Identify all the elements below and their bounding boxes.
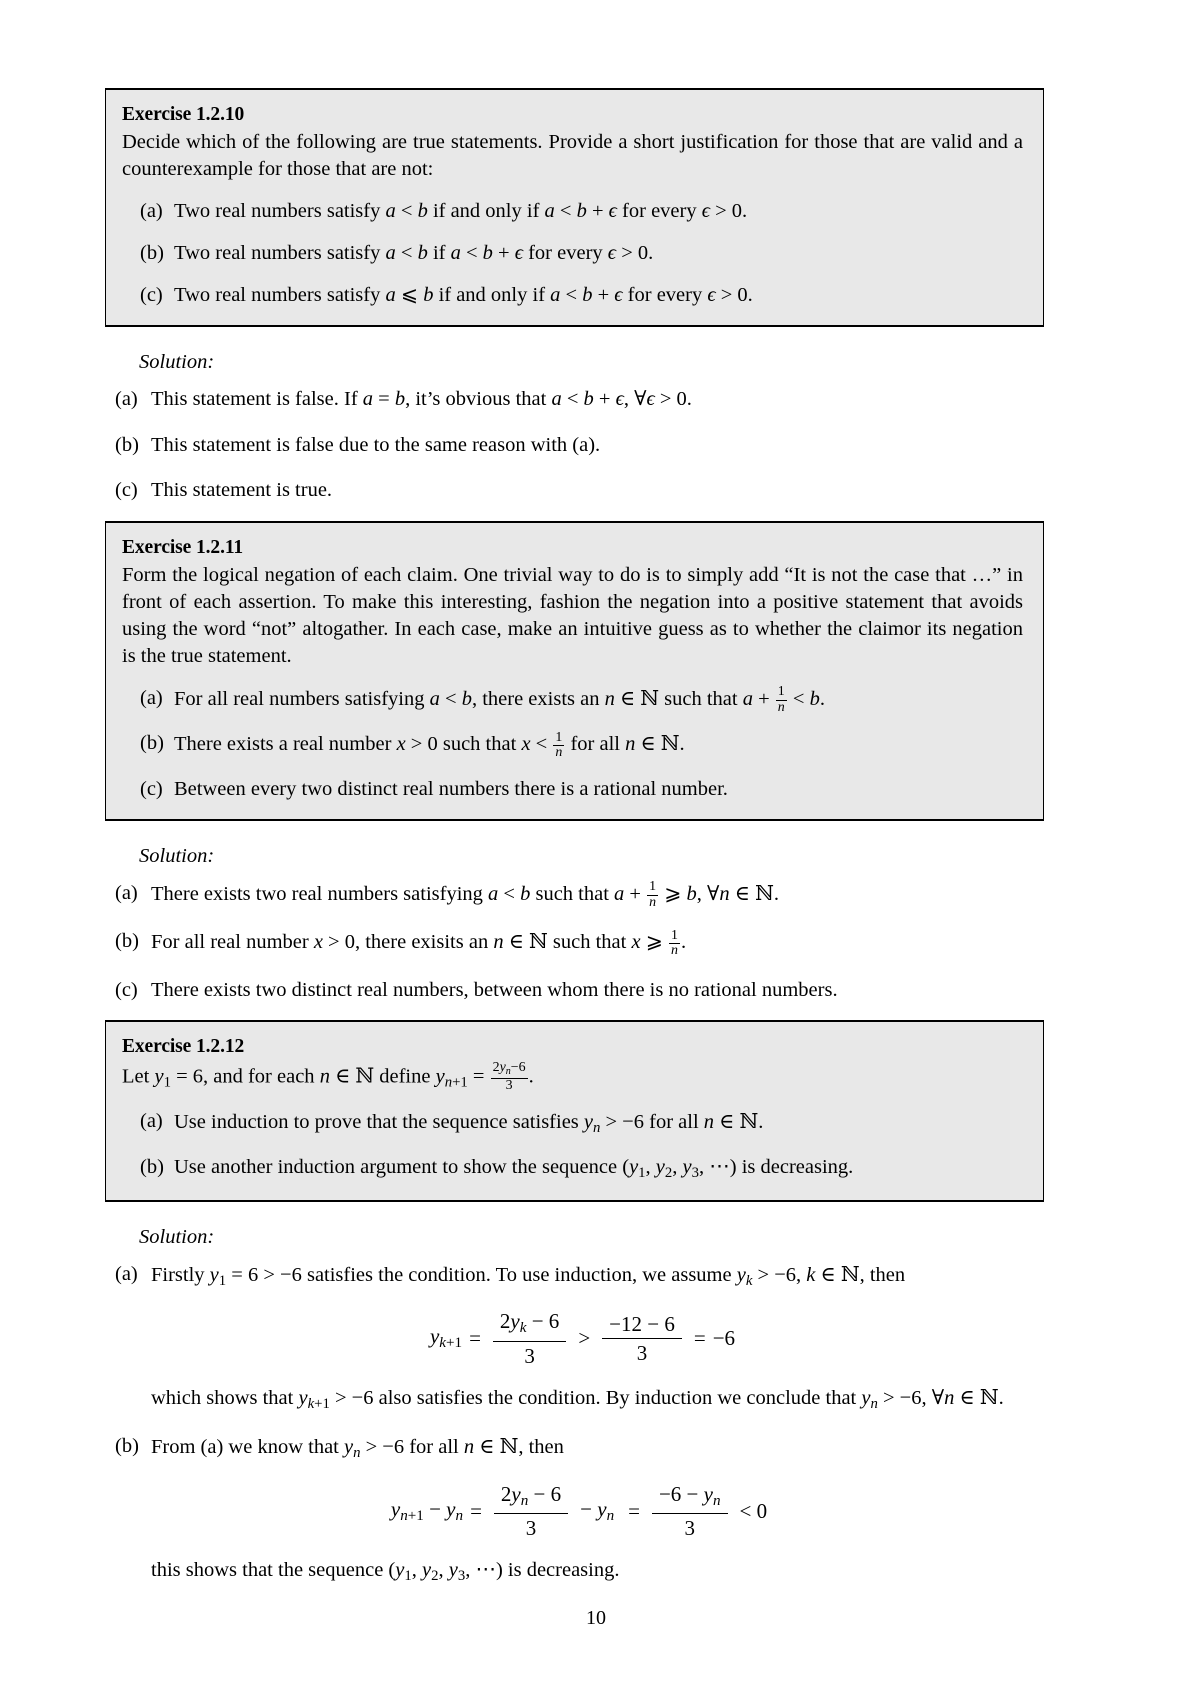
- exercise-intro: Decide which of the following are true statements. Provide a short justification for those that are valid and a counterexample for those that are not:: [122, 131, 1023, 181]
- list-item: [115, 977, 1014, 1004]
- list-item: [122, 776, 1023, 803]
- list-item: [122, 1154, 1023, 1184]
- item-marker: (b): [140, 732, 164, 755]
- item-marker: (a): [115, 388, 138, 411]
- item-marker: (c): [140, 284, 163, 307]
- fraction-denominator: 3: [602, 1338, 682, 1366]
- solution-b-continuation: this shows that the sequence ($y_1$, $y_2$, $y_3$, ⋯) is decreasing.: [151, 1558, 620, 1585]
- item-text: This statement is false due to the same reason with (a).: [151, 433, 601, 456]
- list-item: [115, 386, 1014, 413]
- solution-block-1-2-10: [105, 345, 1044, 504]
- exercise-item-list: [122, 685, 1023, 803]
- item-text: Use another induction argument to show the sequence ($y_1$, $y_2$, $y_3$, ⋯) is decreasing.: [174, 1155, 854, 1182]
- item-marker: (b): [115, 433, 139, 456]
- solution-a-lead: Firstly $y_1 = 6 > -6$ satisfies the condition. To use induction, we assume $y_k > -6$, k ∈ ℕ, then: [151, 1261, 906, 1289]
- fraction-numerator: $-6 - y_n$: [658, 1482, 721, 1510]
- solution-a-continuation: which shows that $y_{k+1} > -6$ also satisfies the condition. By induction we conclude that $y_n > -6$, ∀n ∈ ℕ.: [151, 1385, 1004, 1413]
- list-item: [122, 1108, 1023, 1139]
- list-item: [122, 730, 1023, 760]
- relation-operator: >: [578, 1326, 591, 1351]
- item-text: There exists two distinct real numbers, between whom there is no rational numbers.: [151, 978, 838, 1001]
- item-marker: (a): [140, 200, 163, 223]
- item-text: [151, 1261, 1014, 1416]
- list-item: [122, 282, 1023, 309]
- relation-operator: =: [693, 1326, 706, 1351]
- fraction-2: [602, 1312, 682, 1367]
- exercise-title: Exercise 1.2.11: [122, 536, 244, 558]
- equation-rhs: −6: [712, 1326, 736, 1351]
- list-item: [122, 198, 1023, 225]
- solution-item-list: [115, 1261, 1014, 1587]
- relation-operator: < 0: [739, 1498, 768, 1523]
- list-item: [115, 1433, 1014, 1587]
- solution-label: Solution:: [139, 844, 215, 867]
- fraction-numerator: −12 − 6: [609, 1311, 675, 1336]
- list-item: [122, 685, 1023, 715]
- list-item: [122, 240, 1023, 267]
- item-text: This statement is false. If a = b, it’s obvious that a < b + ϵ, ∀ϵ > 0.: [151, 388, 692, 411]
- item-text: Between every two distinct real numbers there is a rational number.: [174, 777, 728, 800]
- exercise-box-1-2-11: [105, 521, 1044, 821]
- item-marker: (c): [140, 777, 163, 800]
- exercise-box-1-2-10: [105, 88, 1044, 327]
- item-text: For all real numbers satisfying a < b, there exists an n ∈ ℕ such that a + $\frac{1}{n}$ < b.: [174, 684, 825, 715]
- exercise-title: Exercise 1.2.12: [122, 1036, 245, 1058]
- item-text: There exists two real numbers satisfying a < b such that a + $\frac{1}{n}$ ⩾ b, ∀n ∈ ℕ.: [151, 879, 779, 910]
- solution-label: Solution:: [139, 1225, 215, 1248]
- solution-item-list: [115, 880, 1014, 1004]
- exercise-title: Exercise 1.2.10: [122, 104, 245, 125]
- item-marker: (b): [115, 1435, 139, 1458]
- item-text: Two real numbers satisfy a < b if and only if a < b + ϵ for every ϵ > 0.: [174, 200, 748, 223]
- list-item: [115, 1261, 1014, 1416]
- solution-block-1-2-11: [105, 839, 1044, 1004]
- item-text: Two real numbers satisfy a < b if a < b + ϵ for every ϵ > 0.: [174, 242, 654, 265]
- item-text: Two real numbers satisfy a ⩽ b if and only if a < b + ϵ for every ϵ > 0.: [174, 284, 753, 307]
- item-text: There exists a real number x > 0 such that x < $\frac{1}{n}$ for all n ∈ ℕ.: [174, 729, 685, 761]
- item-marker: (b): [140, 1155, 164, 1178]
- fraction-numerator: $2y_n - 6$: [500, 1482, 562, 1510]
- exercise-item-list: [122, 198, 1023, 309]
- item-marker: (b): [115, 930, 139, 953]
- item-marker: (a): [140, 686, 163, 709]
- solution-block-1-2-12: [105, 1220, 1044, 1587]
- item-marker: (a): [140, 1110, 163, 1133]
- display-equation-b: $y_{n+1} - y_n$ = $\frac{2y_n - 6}{3}$ − $y_n$ = $\frac{-6 - y_n}{3}$ < 0: [151, 1482, 1014, 1541]
- item-text: This statement is true.: [151, 479, 333, 502]
- list-item: [115, 477, 1014, 504]
- fraction-1: [493, 1309, 566, 1368]
- page-number: 10: [586, 1607, 606, 1629]
- exercise-intro: Let $y_1 = 6$, and for each n ∈ ℕ define $y_{n+1}$ = $\frac{2y_n-6}{3}$ .: [122, 1060, 534, 1093]
- item-marker: (c): [115, 479, 138, 502]
- item-text: For all real number x > 0, there exisits an n ∈ ℕ such that x ⩾ $\frac{1}{n}$ .: [151, 927, 687, 959]
- item-marker: (a): [115, 1262, 138, 1285]
- item-marker: (b): [140, 242, 164, 265]
- fraction-denominator: 3: [493, 1341, 566, 1369]
- exercise-box-1-2-12: [105, 1020, 1044, 1201]
- fraction-numerator: $2y_k - 6$: [499, 1309, 560, 1337]
- solution-b-lead: From (a) we know that $y_n > -6$ for all n ∈ ℕ, then: [151, 1434, 564, 1462]
- fraction-denominator: 3: [494, 1513, 568, 1541]
- fraction-1: [494, 1482, 568, 1541]
- list-item: [115, 880, 1014, 910]
- item-marker: (a): [115, 881, 138, 904]
- list-item: [115, 928, 1014, 958]
- list-item: [115, 432, 1014, 459]
- item-text: Use induction to prove that the sequence satisfies $y_n > -6$ for all n ∈ ℕ.: [174, 1109, 764, 1137]
- fraction-2: [652, 1482, 728, 1541]
- exercise-intro: Form the logical negation of each claim. One trivial way to do is to simply add “It is not the case that …” in front of each assertion. To make this interesting, fashion the negation into a positive statement that avoids using the word “not” altogather. In each case, make an intuitive guess as to whether the claimor its negation is the true statement.: [122, 563, 1023, 667]
- exercise-item-list: [122, 1108, 1023, 1183]
- solution-label: Solution:: [139, 351, 215, 374]
- display-equation-a: $y_{k+1}$ = $\frac{2y_k - 6}{3}$ > $\frac{-12 - 6}{3}$ = −6: [429, 1309, 736, 1368]
- solution-item-list: [115, 386, 1014, 504]
- fraction-denominator: 3: [652, 1513, 728, 1541]
- item-marker: (c): [115, 978, 138, 1001]
- item-text: [151, 1433, 1014, 1587]
